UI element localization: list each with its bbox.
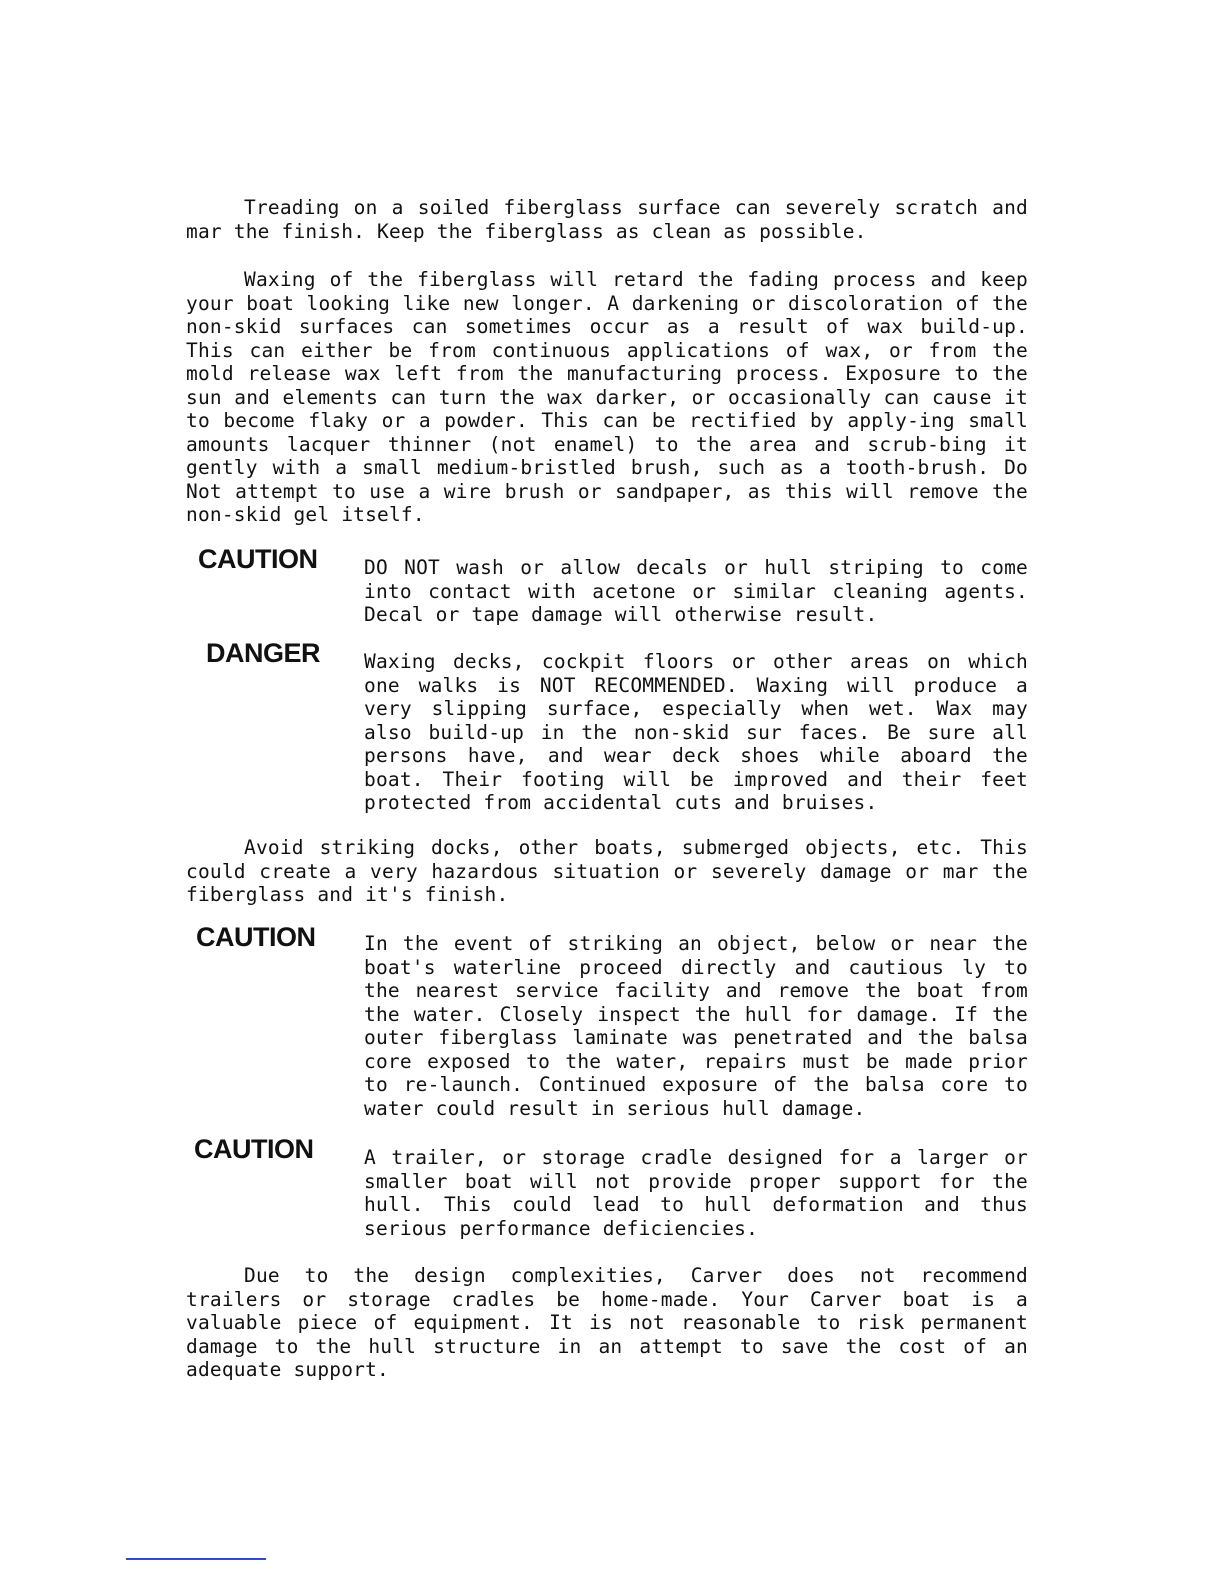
footer-rule [126,1558,266,1560]
notice-text: Waxing decks, cockpit floors or other areas on which one walks is NOT RECOMMENDED. Waxing will produce a very slipping surface, especially when wet. Wax may also build-up in the non-skid sur faces. Be sure all persons have, and wear deck shoes while aboard the boat. Their footing will be improved and their feet protected from accidental cuts and bruises. [364,650,1028,814]
danger-label: DANGER [206,638,321,668]
caution-label: CAUTION [198,544,318,574]
paragraph-design-complexities: Due to the design complexities, Carver does not recommend trailers or storage cradles be home-made. Your Carver boat is a valuable piece of equipment. It is not reasonable to risk permanent damage to the hull structure in an attempt to save the cost of an adequate support. [186,1264,1028,1381]
paragraph-avoid-striking: Avoid striking docks, other boats, submerged objects, etc. This could create a very hazardous situation or severely damage or mar the fiberglass and it's finish. [186,836,1028,906]
caution-label: CAUTION [196,922,316,952]
paragraph-soiled-surface: Treading on a soiled fiberglass surface can severely scratch and mar the finish. Keep the fiberglass as clean as possible. [186,196,1028,243]
notice-text: DO NOT wash or allow decals or hull striping to come into contact with acetone or similar cleaning agents. Decal or tape damage will otherwise result. [364,556,1028,626]
notice-text: A trailer, or storage cradle designed for a larger or smaller boat will not provide proper support for the hull. This could lead to hull deformation and thus serious performance deficiencies. [364,1146,1028,1240]
paragraph-waxing: Waxing of the fiberglass will retard the fading process and keep your boat looking like new longer. A darkening or discoloration of the non-skid surfaces can sometimes occur as a result of wax build-up. This can either be from continuous applications of wax, or from the mold release wax left from the manufacturing process. Exposure to the sun and elements can turn the wax darker, or occasionally can cause it to become flaky or a powder. This can be rectified by apply-ing small amounts lacquer thinner (not enamel) to the area and scrub-bing it gently with a small medium-bristled brush, such as a tooth-brush. Do Not attempt to use a wire brush or sandpaper, as this will remove the non-skid gel itself. [186,268,1028,526]
caution-label: CAUTION [194,1134,314,1164]
notice-text: In the event of striking an object, below or near the boat's waterline proceed directly and cautious ly to the nearest service facility and remove the boat from the water. Closely inspect the hull for damage. If the outer fiberglass laminate was penetrated and the balsa core exposed to the water, repairs must be made prior to re-launch. Continued exposure of the balsa core to water could result in serious hull damage. [364,932,1028,1120]
